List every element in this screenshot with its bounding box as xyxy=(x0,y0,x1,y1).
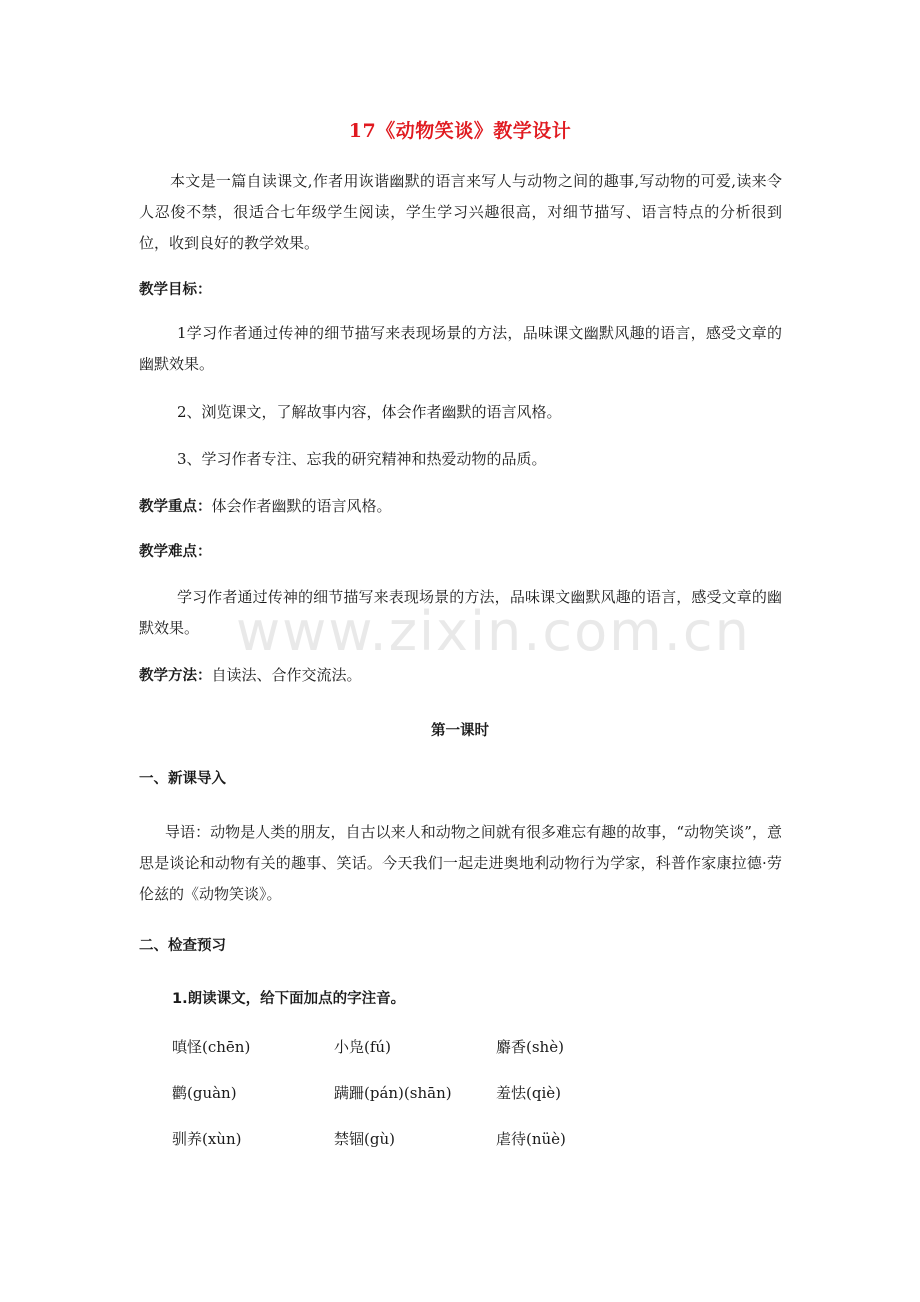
section1-text: 导语：动物是人类的朋友，自古以来人和动物之间就有很多难忘有趣的故事，“动物笑谈”，意思是谈论和动物有关的趣事、笑话。今天我们一起走进奥地利动物行为学家，科普作家康拉德·劳伦兹的《动物笑谈》。 xyxy=(139,823,782,903)
section2-heading: 二、检查预习 xyxy=(139,938,226,954)
intro-paragraph: 本文是一篇自读课文,作者用诙谐幽默的语言来写人与动物之间的趣事,写动物的可爱,读来令人忍俊不禁，很适合七年级学生阅读，学生学习兴趣很高，对细节描写、语言特点的分析很到位，收到良好的教学效果。 xyxy=(139,172,782,252)
method-line xyxy=(139,665,362,686)
watermark: www.zixin.com.cn xyxy=(236,600,751,663)
pinyin-item: 禁锢(gù) xyxy=(334,1130,395,1148)
method-label: 教学方法： xyxy=(139,668,212,684)
pinyin-item: 鹳(guàn) xyxy=(172,1084,237,1102)
section2-subheading: 1.朗读课文，给下面加点的字注音。 xyxy=(172,991,406,1007)
pinyin-item: 驯养(xùn) xyxy=(172,1130,242,1148)
document-title: 17《动物笑谈》教学设计 xyxy=(348,120,572,142)
pinyin-item: 麝香(shè) xyxy=(496,1038,564,1056)
focus-label: 教学重点： xyxy=(139,499,212,515)
pinyin-item: 小凫(fú) xyxy=(334,1038,391,1056)
pinyin-item: 蹒跚(pán)(shān) xyxy=(334,1084,452,1102)
goal-item-2: 2、浏览课文，了解故事内容，体会作者幽默的语言风格。 xyxy=(177,403,562,421)
pinyin-item: 羞怯(qiè) xyxy=(496,1084,561,1102)
goals-heading: 教学目标： xyxy=(139,282,212,298)
difficulty-text: 学习作者通过传神的细节描写来表现场景的方法，品味课文幽默风趣的语言，感受文章的幽默效果。 xyxy=(139,588,782,637)
goal-item-3: 3、学习作者专注、忘我的研究精神和热爱动物的品质。 xyxy=(177,450,547,468)
method-text: 自读法、合作交流法。 xyxy=(211,666,362,684)
pinyin-item: 虐待(nüè) xyxy=(496,1130,566,1148)
difficulty-heading: 教学难点： xyxy=(139,544,212,560)
pinyin-item: 嗔怪(chēn) xyxy=(172,1038,251,1056)
goal-item-1: 1学习作者通过传神的细节描写来表现场景的方法，品味课文幽默风趣的语言，感受文章的幽默效果。 xyxy=(139,324,782,373)
lesson-title: 第一课时 xyxy=(431,723,489,739)
focus-line xyxy=(139,496,392,517)
focus-text: 体会作者幽默的语言风格。 xyxy=(211,497,392,515)
section1-heading: 一、新课导入 xyxy=(139,771,226,787)
